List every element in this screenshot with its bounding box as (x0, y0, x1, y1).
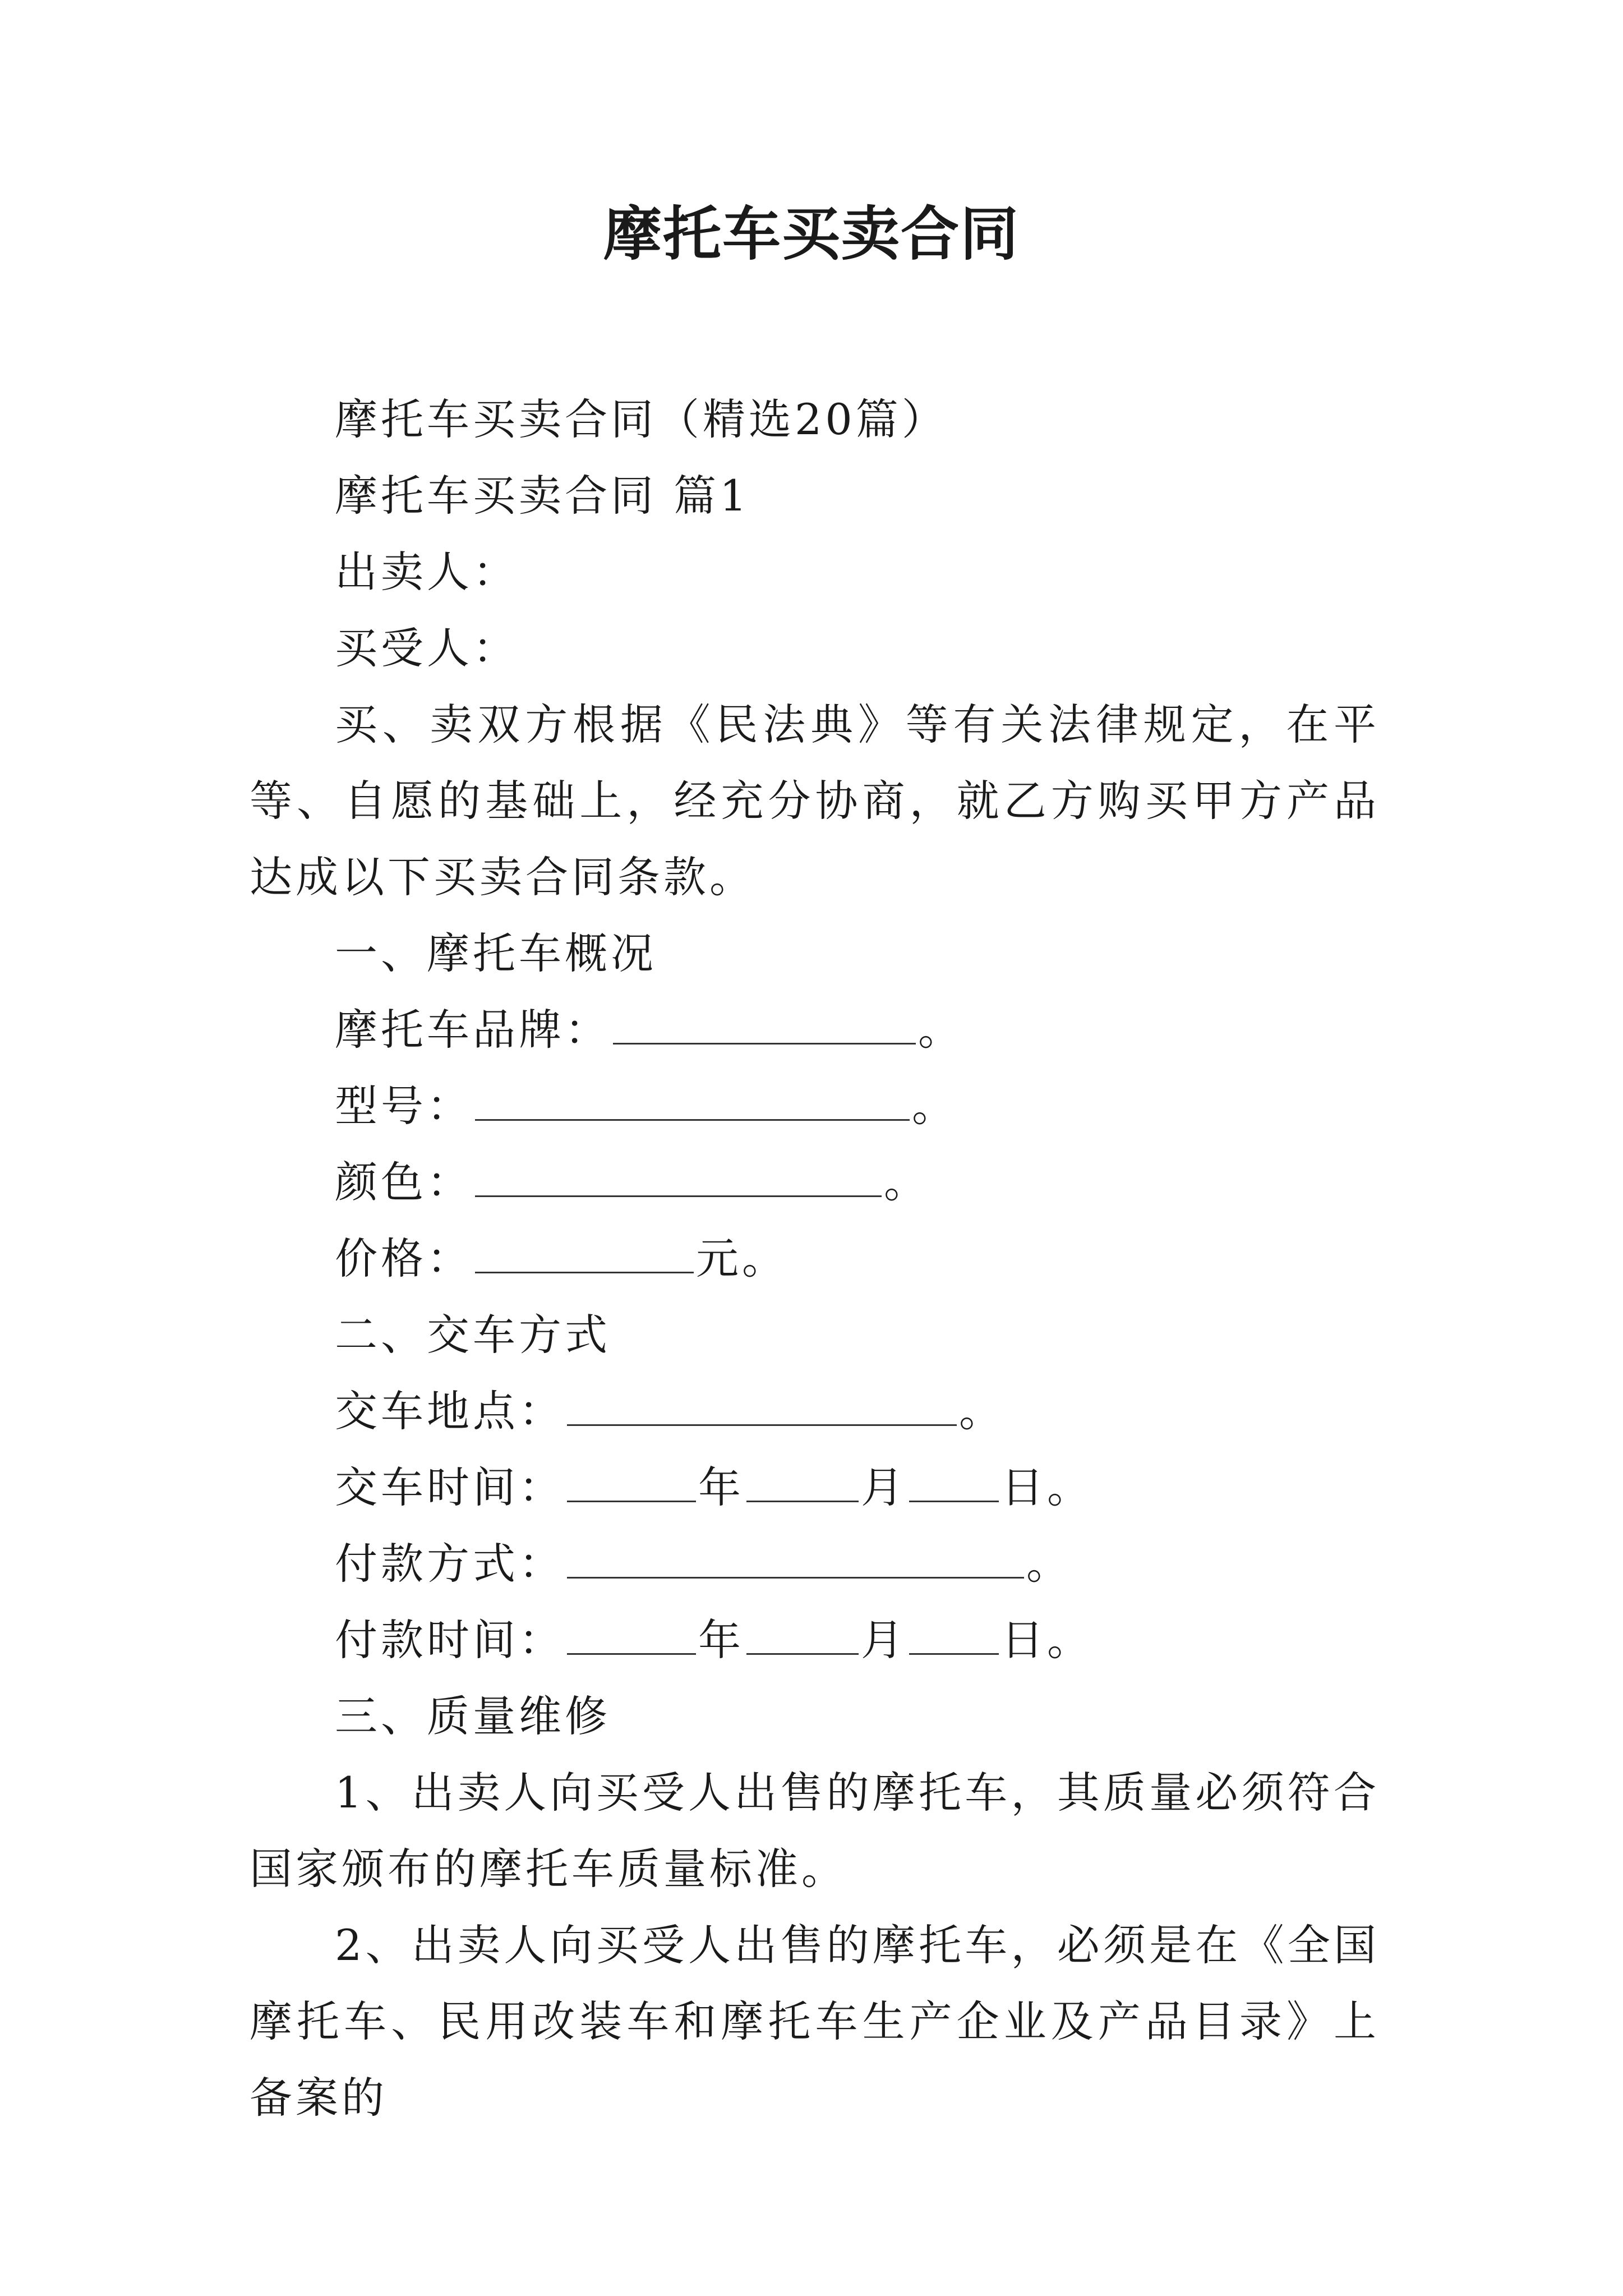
color-blank (475, 1161, 882, 1197)
delivery-place-label: 交车地点： (335, 1386, 565, 1436)
brand-period: 。 (918, 1005, 964, 1055)
color-label: 颜色： (335, 1157, 473, 1207)
brand-label: 摩托车品牌： (335, 1005, 611, 1055)
payment-method-blank (567, 1542, 1024, 1579)
subtitle-line: 摩托车买卖合同（精选20篇） (335, 394, 948, 444)
payment-month: 月 (861, 1615, 907, 1665)
brand-blank (613, 1008, 916, 1045)
payment-time-line (250, 1602, 1380, 1678)
price-blank (475, 1237, 694, 1273)
model-blank (475, 1084, 910, 1121)
model-period: 。 (912, 1081, 958, 1131)
delivery-month: 月 (861, 1462, 907, 1512)
payment-year-blank (567, 1618, 696, 1655)
delivery-place-period: 。 (959, 1386, 1005, 1436)
delivery-place-line (250, 1373, 1380, 1450)
price-label: 价格： (335, 1234, 473, 1283)
payment-day: 日。 (1001, 1615, 1093, 1665)
intro-paragraph: 买、卖双方根据《民法典》等有关法律规定，在平等、自愿的基础上，经充分协商，就乙方购买甲方产品达成以下买卖合同条款。 (250, 700, 1380, 902)
section-3-heading: 三、质量维修 (335, 1691, 611, 1741)
payment-method-label: 付款方式： (335, 1539, 565, 1589)
seller-line: 出卖人： (335, 547, 519, 597)
brand-line (250, 992, 1380, 1068)
section-heading: 摩托车买卖合同 篇1 (335, 471, 750, 521)
payment-year: 年 (698, 1615, 744, 1665)
payment-day-blank (909, 1618, 999, 1655)
document-body (250, 381, 1380, 2136)
section-1-heading: 一、摩托车概况 (335, 928, 657, 978)
buyer-line: 买受人： (335, 623, 519, 673)
delivery-place-blank (567, 1389, 957, 1426)
delivery-month-blank (746, 1466, 859, 1502)
delivery-day: 日。 (1001, 1462, 1093, 1512)
document-title: 摩托车买卖合同 (603, 199, 1020, 268)
color-period: 。 (884, 1157, 930, 1207)
payment-method-period: 。 (1026, 1539, 1072, 1589)
price-line (250, 1221, 1380, 1297)
model-line (250, 1068, 1380, 1144)
delivery-year: 年 (698, 1462, 744, 1512)
section-2-heading: 二、交车方式 (335, 1310, 611, 1360)
delivery-time-label: 交车时间： (335, 1462, 565, 1512)
payment-time-label: 付款时间： (335, 1615, 565, 1665)
payment-month-blank (746, 1618, 859, 1655)
delivery-year-blank (567, 1466, 696, 1502)
payment-method-line (250, 1526, 1380, 1602)
delivery-time-line (250, 1450, 1380, 1526)
color-line (250, 1144, 1380, 1221)
clause-2: 2、出卖人向买受人出售的摩托车，必须是在《全国摩托车、民用改装车和摩托车生产企业及产品目录》上备案的 (250, 1920, 1380, 2123)
model-label: 型号： (335, 1081, 473, 1131)
delivery-day-blank (909, 1466, 999, 1502)
price-unit: 元。 (696, 1234, 788, 1283)
clause-1: 1、出卖人向买受人出售的摩托车，其质量必须符合国家颁布的摩托车质量标准。 (250, 1768, 1380, 1894)
